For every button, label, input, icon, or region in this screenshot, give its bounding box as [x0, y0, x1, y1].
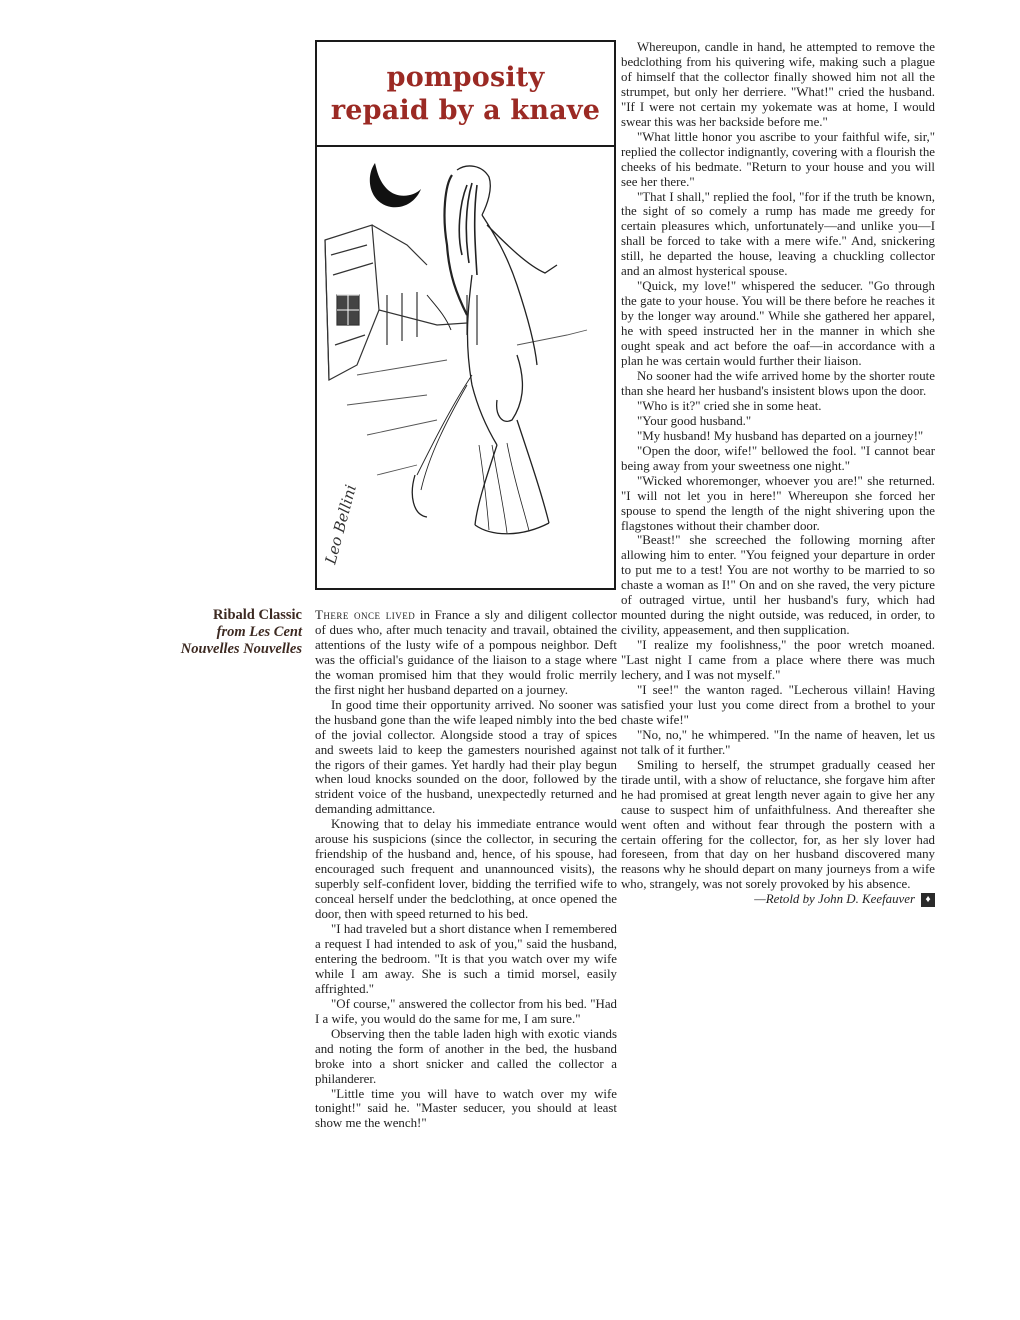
title-line-2: repaid by a knave	[330, 94, 601, 126]
article-paragraph: "Wicked whoremonger, whoever you are!" she returned. "I will not let you in here!" Whereupon she forced her spouse to spend the length of the night shivering upon the flagstones without their chamber door.	[621, 473, 935, 533]
crescent-moon-icon	[370, 163, 421, 207]
playboy-rabbit-icon: ♦	[921, 893, 935, 907]
illustration	[317, 145, 614, 587]
article-paragraph: "Your good husband."	[637, 413, 752, 428]
series-label	[140, 607, 302, 658]
article-paragraph: "No, no," he whimpered. "In the name of heaven, let us not talk of it further."	[621, 727, 935, 757]
title-box	[317, 42, 614, 147]
article-paragraph: No sooner had the wife arrived home by the shorter route than she heard her husband's insistent blows upon the door.	[621, 368, 935, 398]
article-paragraph: Whereupon, candle in hand, he attempted to remove the bedclothing from his quivering wife, making such a plague of himself that the collector finally showed him not all the strumpet, but only her derriere. "What!" cried the husband. "If I were not certain my yokemate was at home, I would swear this was her backside before me."	[621, 40, 935, 129]
lead-in-caps: There once lived	[315, 608, 416, 622]
byline: —Retold by John D. Keefauver ♦	[621, 892, 935, 907]
house-sketch	[325, 225, 477, 380]
article-paragraph: "Who is it?" cried she in some heat.	[637, 398, 822, 413]
article-paragraph: "Beast!" she screeched the following morning after allowing him to enter. "You feigned your departure in order to put me to a test! You are not worthy to be married to so chaste a woman as I!" On and on she raved, the very picture of outraged virtue, until her husband's fury, which had mounted during the night outside, was reduced, in order, to civility, appeasement, and then supplication.	[621, 533, 935, 638]
article-paragraph: "Little time you will have to watch over my wife tonight!" said he. "Master seducer, you should at least show me the wench!"	[315, 1086, 617, 1131]
article-paragraph: There once lived in France a sly and diligent collector of dues who, after much tenacity and travail, obtained the attentions of the lusty wife of a pompous neighbor. Deft was the official's guidance of the liaison to a stage where the woman promised him that they would frolic merrily the first night her husband departed on a journey.	[315, 608, 617, 697]
article-paragraph: Smiling to herself, the strumpet gradually ceased her tirade until, with a show of reluctance, she forgave him after he had promised at great length never again to give her any cause to suspect him of unfaithfulness. And thereafter she went often and without fear through the postern with a certain offering for the collector, for, as her sly lover had foreseen, from that day on her husband discovered many reasons why he should depart on many journeys from a wife who, strangely, was not sorely provoked by his absence.	[621, 757, 935, 892]
article-paragraph: "I see!" the wanton raged. "Lecherous villain! Having satisfied your lust you come direct from a brothel to your chaste wife!"	[621, 682, 935, 727]
article-column-2	[621, 40, 935, 907]
woman-figure	[412, 166, 557, 534]
article-paragraph: "Quick, my love!" whispered the seducer. "Go through the gate to your house. You will be there before he reaches it by the longer way around." While she gathered her apparel, he with speed instructed her in the manner in which she ought speak and act before the oaf—in accordance with a plan he was certain would further their liaison.	[621, 279, 935, 369]
article-column-1	[315, 608, 617, 1131]
ground-sketch	[347, 330, 587, 475]
series-label-line-2: from Les Cent	[216, 624, 302, 640]
article-paragraph: In good time their opportunity arrived. No sooner was the husband gone than the wife leaped nimbly into the bed of the jovial collector. Alongside stood a tray of spices and sweets laid to keep the gamesters nourished against the rigors of their games. Yet hardly had their play begun when loud knocks sounded on the door, followed by the strident voice of the husband, unexpectedly returned and demanding admittance.	[315, 697, 617, 817]
article-paragraph: "Of course," answered the collector from his bed. "Had I a wife, you would do the same for me, I am sure."	[315, 996, 617, 1026]
series-label-line-3: Nouvelles Nouvelles	[180, 641, 302, 657]
article-paragraph: "That I shall," replied the fool, "for if the truth be known, the sight of so comely a rump has made me greedy for certain pleasures which, unfortunately—and unlike you—I shall be forced to take with a mere wife." And, snickering still, he departed the house, leaving a chuckling collector and an almost hysterical spouse.	[621, 189, 935, 279]
article-paragraph: Observing then the table laden high with exotic viands and noting the form of another in the bed, the husband broke into a short snicker and called the collector a philanderer.	[315, 1026, 617, 1086]
title-line-1: pomposity	[386, 61, 545, 93]
article-paragraph: "I had traveled but a short distance when I remembered a request I had intended to ask of you," said the husband, entering the bedroom. "It is that you watch over my wife while I am away. She is such a timid morsel, easily affrighted."	[315, 922, 617, 996]
article-paragraph: "Open the door, wife!" bellowed the fool. "I cannot bear being away from your sweetness one night."	[621, 443, 935, 473]
article-paragraph: "What little honor you ascribe to your faithful wife, sir," replied the collector indignantly, covering with a flourish the cheeks of his bedmate. "Return to your house and you will see her there."	[621, 129, 935, 189]
title-illustration-frame	[315, 40, 616, 590]
article-paragraph: "My husband! My husband has departed on a journey!"	[637, 428, 924, 443]
artist-signature: Leo Bellini	[321, 482, 360, 567]
illustration-drawing	[317, 145, 613, 587]
article-paragraph: "I realize my foolishness," the poor wretch moaned. "Last night I came from a place where there was much lechery, and I was not myself."	[621, 638, 935, 683]
article-paragraph: Knowing that to delay his immediate entrance would arouse his suspicions (since the collector, in securing the friendship of the husband and, hence, of his spouse, had encouraged such frequent and unannounced visits), the superbly self-confident lover, bidding the terrified wife to conceal herself under the bedclothing, at once opened the door, then with speed returned to his bed.	[315, 817, 617, 922]
series-label-line-1: Ribald Classic	[212, 607, 302, 623]
